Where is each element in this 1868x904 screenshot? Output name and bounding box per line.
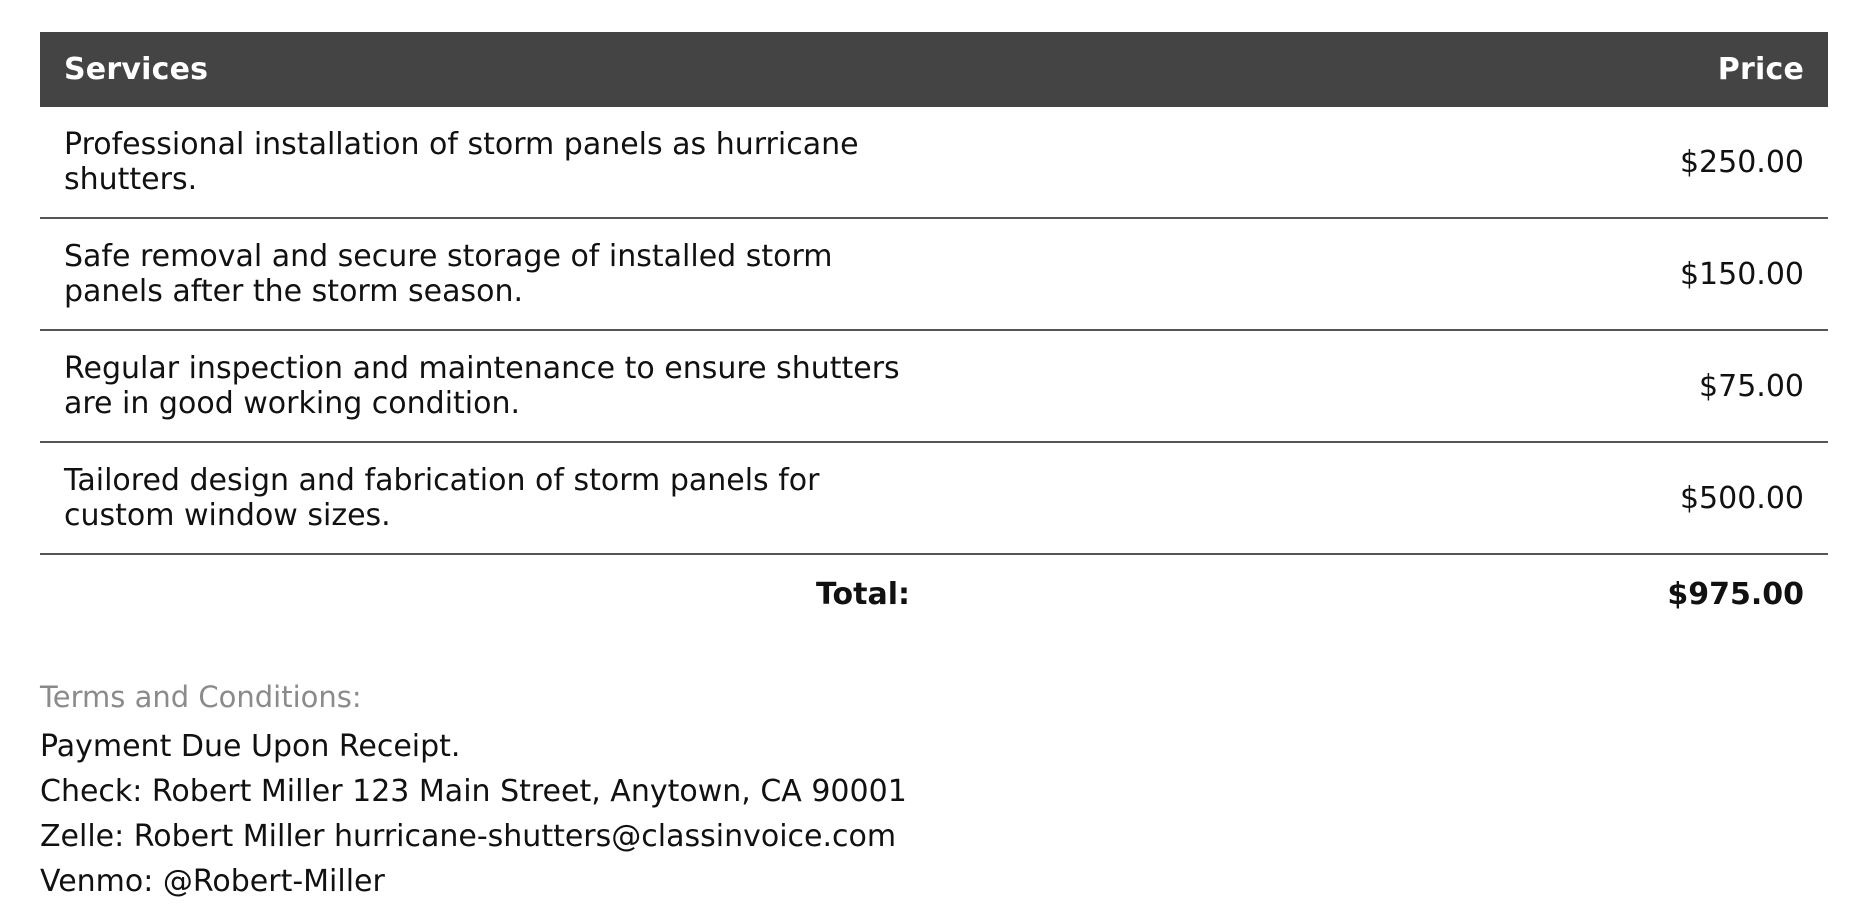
table-row — [40, 330, 1828, 442]
service-price: $500.00 — [934, 442, 1828, 554]
terms-line: Zelle: Robert Miller hurricane-shutters@classinvoice.com — [40, 819, 897, 854]
total-row — [40, 554, 1828, 632]
table-row — [40, 442, 1828, 554]
service-description: Regular inspection and maintenance to ensure shutters are in good working condition. — [40, 330, 934, 442]
terms-line: Payment Due Upon Receipt. — [40, 729, 461, 764]
service-price: $150.00 — [934, 218, 1828, 330]
table-header-row — [40, 32, 1828, 107]
total-value: $975.00 — [1667, 577, 1804, 612]
table-row — [40, 218, 1828, 330]
terms-title: Terms and Conditions: — [40, 680, 362, 714]
service-description: Safe removal and secure storage of installed storm panels after the storm season. — [40, 218, 934, 330]
table-row — [40, 107, 1828, 218]
table-header — [40, 32, 1828, 107]
service-price: $75.00 — [934, 330, 1828, 442]
total-label: Total: — [816, 577, 910, 612]
services-price-table — [40, 32, 1828, 632]
service-price: $250.00 — [934, 107, 1828, 218]
table-body — [40, 107, 1828, 632]
service-description: Professional installation of storm panels as hurricane shutters. — [40, 107, 934, 218]
service-description: Tailored design and fabrication of storm panels for custom window sizes. — [40, 442, 934, 554]
terms-and-conditions — [40, 680, 1828, 904]
column-header-services: Services — [40, 32, 934, 107]
terms-line: Venmo: @Robert-Miller — [40, 864, 385, 899]
terms-line: Check: Robert Miller 123 Main Street, Anytown, CA 90001 — [40, 774, 907, 809]
column-header-price: Price — [934, 32, 1828, 107]
